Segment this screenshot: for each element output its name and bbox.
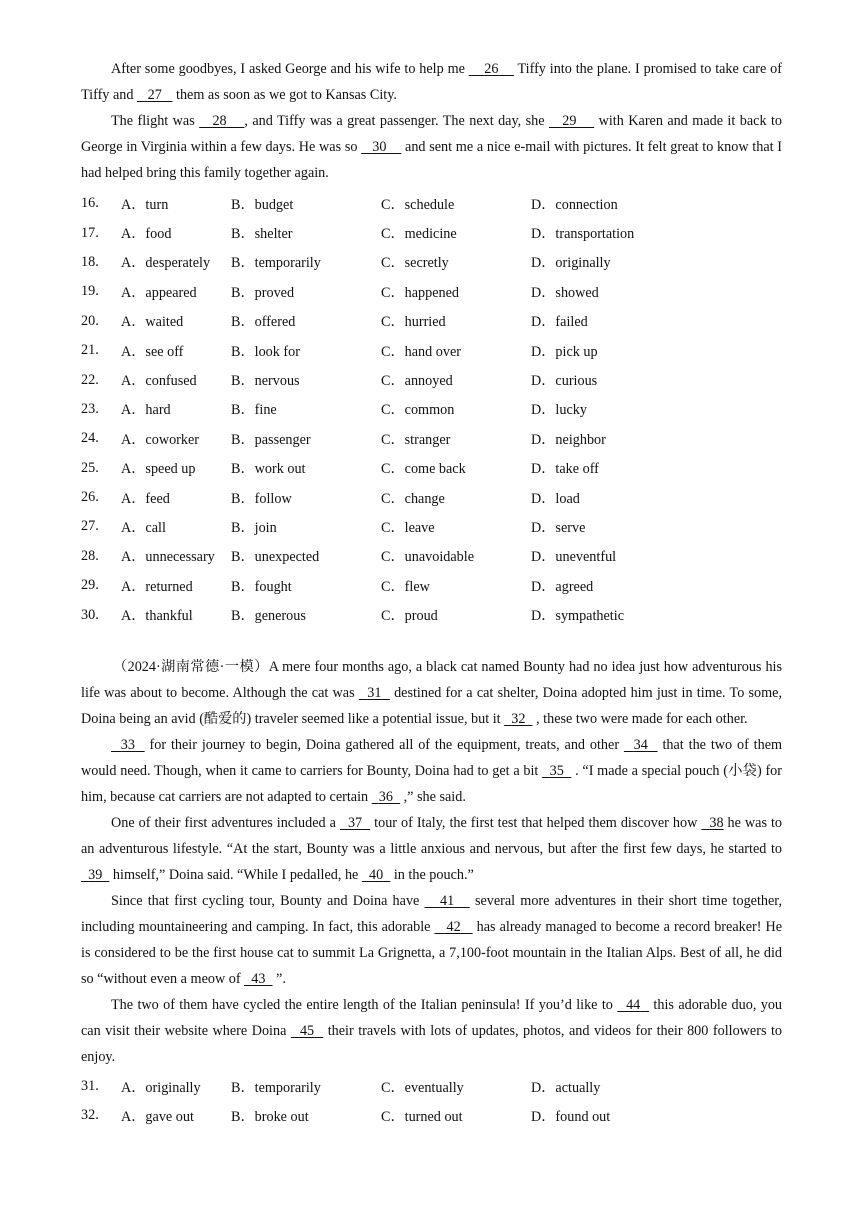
text-segment: their travels with lots of updates, photos, and videos for their 800 followers to enjoy. <box>81 1022 783 1065</box>
option-b: B．shelter <box>231 226 293 243</box>
blank-37: 37 <box>347 814 363 831</box>
blank-42: 42 <box>446 918 461 935</box>
option-d: D．sympathetic <box>531 608 624 625</box>
text-segment: Since that first cycling tour, Bounty and Doina have <box>111 892 425 909</box>
question-number: 18. <box>81 253 99 270</box>
blank-33: 33 <box>120 736 135 753</box>
option-b: B．offered <box>231 314 296 331</box>
question-number: 21. <box>81 342 99 359</box>
option-c: C．come back <box>381 461 466 478</box>
option-b: B．budget <box>231 196 294 213</box>
question-row-16 <box>81 189 782 218</box>
option-b: B．follow <box>231 490 292 507</box>
text-segment: with Karen and made it back to George in Virginia within a few days. He was so <box>81 113 783 155</box>
text-segment: he was to an adventurous lifestyle. “At the start, Bounty was a little anxious and nervous, but after the first few days, he started to <box>81 814 783 857</box>
option-a: A．thankful <box>121 608 193 625</box>
option-a: A．unnecessary <box>121 549 215 566</box>
option-d: D．load <box>531 490 580 507</box>
question-number: 28. <box>81 547 99 564</box>
question-row-32 <box>81 1101 782 1130</box>
blank-40: 40 <box>369 866 384 883</box>
question-row-24 <box>81 424 782 453</box>
question-row-26 <box>81 483 782 512</box>
option-d: D．found out <box>531 1108 611 1125</box>
option-d: D．connection <box>531 196 618 213</box>
option-c: C．change <box>381 490 445 507</box>
option-d: D．neighbor <box>531 431 606 448</box>
option-c: C．proud <box>381 608 438 625</box>
option-a: A．desperately <box>121 255 211 272</box>
text-segment: , these two were made for each other. <box>532 710 748 727</box>
option-d: D．originally <box>531 255 611 272</box>
text-segment: has already managed to become a record breaker! He is considered to be the first house cat to summit La Grignetta, a 7,100-foot mountain in the Italian Alps. Best of all, he did so “without even a meow of <box>81 918 783 987</box>
option-b: B．passenger <box>231 431 311 448</box>
question-number: 17. <box>81 224 99 241</box>
question-number: 26. <box>81 489 99 506</box>
blank-29: 29 <box>562 113 577 129</box>
option-b: B．proved <box>231 284 295 301</box>
text-segment: . “I made a special pouch (小袋) for him, because cat carriers are not adapted to certain <box>81 762 783 805</box>
passage2-paragraph-5 <box>81 992 782 1070</box>
text-segment: several more adventures in their short time together, including mountaineering and camping. In fact, this adorable <box>81 892 783 935</box>
question-number: 31. <box>81 1078 99 1095</box>
option-a: A．coworker <box>121 431 200 448</box>
option-b: B．fine <box>231 402 277 419</box>
blank-41: 41 <box>440 892 455 909</box>
question-list-31-32 <box>81 1072 782 1131</box>
text-segment: ”. <box>272 970 286 987</box>
text-segment: , and Tiffy was a great passenger. The next day, she <box>244 113 549 129</box>
question-number: 24. <box>81 430 99 447</box>
text-segment: tour of Italy, the first test that helped them discover how <box>370 814 702 831</box>
option-d: D．transportation <box>531 226 635 243</box>
text-segment: Tiffy into the plane. I promised to take care of Tiffy and <box>81 61 782 103</box>
option-a: A．hard <box>121 402 171 419</box>
option-b: B．look for <box>231 343 300 360</box>
option-d: D．serve <box>531 519 586 536</box>
option-d: D．showed <box>531 284 599 301</box>
question-row-30 <box>81 600 782 629</box>
blank-45: 45 <box>299 1022 315 1039</box>
option-b: B．unexpected <box>231 549 320 566</box>
option-a: A．feed <box>121 490 170 507</box>
passage1-paragraph-1 <box>81 56 782 108</box>
option-c: C．leave <box>381 519 435 536</box>
question-row-23 <box>81 395 782 424</box>
option-d: D．failed <box>531 314 588 331</box>
question-row-19 <box>81 277 782 306</box>
passage2-paragraph-3 <box>81 810 782 888</box>
option-a: A．gave out <box>121 1108 194 1125</box>
blank-28: 28 <box>212 113 227 129</box>
text-segment: in the pouch.” <box>390 866 474 883</box>
blank-31: 31 <box>367 684 382 701</box>
passage2-paragraph-1 <box>81 654 782 732</box>
option-b: B．fought <box>231 578 292 595</box>
option-c: C．unavoidable <box>381 549 474 566</box>
option-c: C．medicine <box>381 226 457 243</box>
question-number: 22. <box>81 371 99 388</box>
text-segment: The two of them have cycled the entire length of the Italian peninsula! If you’d like to <box>111 996 618 1013</box>
question-number: 29. <box>81 577 99 594</box>
blank-30: 30 <box>372 139 387 155</box>
question-number: 20. <box>81 312 99 329</box>
option-d: D．curious <box>531 373 598 390</box>
option-d: D．agreed <box>531 578 594 595</box>
question-number: 25. <box>81 459 99 476</box>
option-a: A．confused <box>121 373 197 390</box>
option-c: C．common <box>381 402 455 419</box>
passage1-paragraph-2 <box>81 108 782 186</box>
question-number: 19. <box>81 283 99 300</box>
option-b: B．broke out <box>231 1108 309 1125</box>
option-c: C．turned out <box>381 1108 463 1125</box>
question-list-16-30 <box>81 189 782 630</box>
option-b: B．nervous <box>231 373 300 390</box>
question-number: 27. <box>81 518 99 535</box>
option-a: A．returned <box>121 578 193 595</box>
blank-35: 35 <box>549 762 564 779</box>
question-row-18 <box>81 248 782 277</box>
option-a: A．speed up <box>121 461 196 478</box>
blank-26: 26 <box>484 61 499 77</box>
option-a: A．food <box>121 226 172 243</box>
text-segment: One of their first adventures included a <box>111 814 340 831</box>
option-d: D．take off <box>531 461 599 478</box>
option-c: C．annoyed <box>381 373 453 390</box>
option-b: B．temporarily <box>231 1079 321 1096</box>
text-segment: A mere four months ago, a black cat named Bounty had no idea just how adventurous his life was about to become. Although the cat was <box>81 658 782 701</box>
text-segment: for their journey to begin, Doina gathered all of the equipment, treats, and other <box>144 736 624 753</box>
blank-38: 38 <box>709 814 724 831</box>
text-segment: that the two of them would need. Though, when it came to carriers for Bounty, Doina had to get a bit <box>81 736 783 779</box>
question-row-29 <box>81 571 782 600</box>
question-row-31 <box>81 1072 782 1101</box>
question-number: 30. <box>81 606 99 623</box>
option-c: C．flew <box>381 578 430 595</box>
text-segment: himself,” Doina said. “While I pedalled, he <box>109 866 362 883</box>
option-d: D．uneventful <box>531 549 617 566</box>
option-c: C．eventually <box>381 1079 464 1096</box>
option-d: D．actually <box>531 1079 601 1096</box>
text-segment: The flight was <box>111 113 200 129</box>
blank-32: 32 <box>511 710 526 727</box>
text-segment: destined for a cat shelter, Doina adopted him just in time. To some, Doina being an avid (酷爱的) traveler seemed like a potential issue, but it <box>81 684 782 727</box>
option-c: C．hurried <box>381 314 446 331</box>
option-a: A．turn <box>121 196 169 213</box>
question-row-22 <box>81 365 782 394</box>
passage2-paragraph-4 <box>81 888 782 992</box>
question-row-17 <box>81 218 782 247</box>
question-number: 23. <box>81 400 99 417</box>
passage2-paragraph-2 <box>81 732 782 810</box>
question-row-25 <box>81 454 782 483</box>
blank-39: 39 <box>88 866 103 883</box>
option-a: A．call <box>121 519 166 536</box>
blank-44: 44 <box>626 996 641 1013</box>
option-a: A．appeared <box>121 284 197 301</box>
text-segment: them as soon as we got to Kansas City. <box>172 87 397 103</box>
question-number: 32. <box>81 1107 99 1124</box>
option-c: C．hand over <box>381 343 461 360</box>
text-segment: After some goodbyes, I asked George and his wife to help me <box>111 61 469 77</box>
option-c: C．secretly <box>381 255 449 272</box>
option-a: A．originally <box>121 1079 201 1096</box>
text-segment: ,” she said. <box>400 788 466 805</box>
option-b: B．generous <box>231 608 306 625</box>
question-number: 16. <box>81 195 99 212</box>
option-c: C．stranger <box>381 431 451 448</box>
exam-page <box>81 56 782 1131</box>
blank-34: 34 <box>633 736 648 753</box>
option-b: B．temporarily <box>231 255 321 272</box>
option-c: C．schedule <box>381 196 455 213</box>
question-row-28 <box>81 542 782 571</box>
option-d: D．lucky <box>531 402 587 419</box>
question-row-21 <box>81 336 782 365</box>
option-b: B．work out <box>231 461 306 478</box>
source-label: （2024·湖南常德·一模） <box>113 658 269 675</box>
blank-36: 36 <box>378 788 393 805</box>
question-row-27 <box>81 512 782 541</box>
text-segment: and sent me a nice e-mail with pictures. It felt great to know that I had helped bring this family together again. <box>81 139 782 181</box>
question-row-20 <box>81 307 782 336</box>
text-segment: this adorable duo, you can visit their website where Doina <box>81 996 783 1039</box>
option-b: B．join <box>231 519 277 536</box>
option-a: A．waited <box>121 314 184 331</box>
blank-43: 43 <box>251 970 266 987</box>
option-d: D．pick up <box>531 343 598 360</box>
blank-27: 27 <box>147 87 162 103</box>
option-c: C．happened <box>381 284 460 301</box>
option-a: A．see off <box>121 343 184 360</box>
